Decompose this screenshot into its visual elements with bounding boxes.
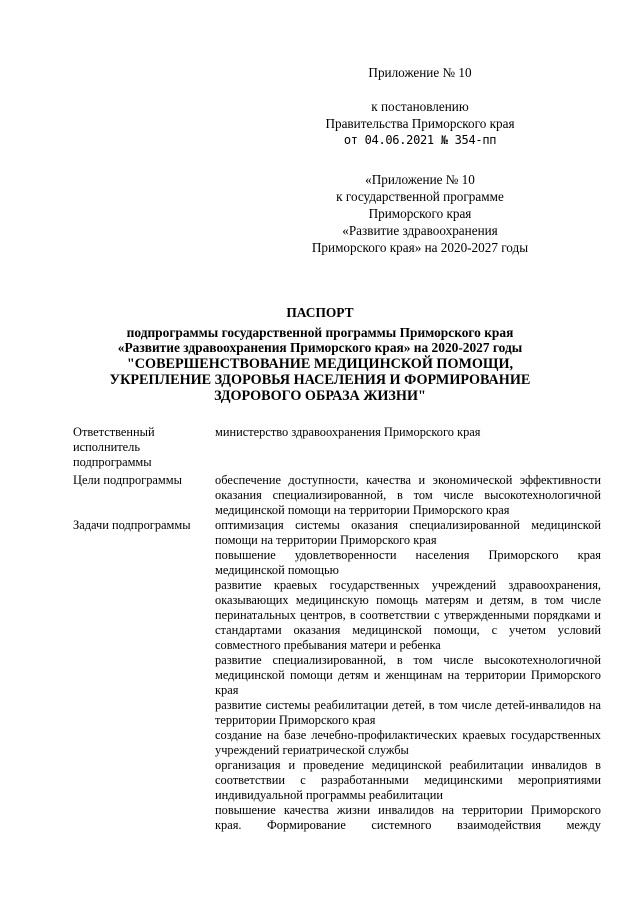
document-title [50,305,590,404]
passport-row-responsible [73,425,601,470]
task-item: повышение качества жизни инвалидов на территории Приморского края. Формирование системного взаимодействия между [215,803,601,832]
passport-label-goals: Цели подпрограммы [73,473,182,487]
appendix-title: Приложение № 10 [368,65,472,80]
previous-appendix-program-name: «Развитие здравоохранения [342,223,498,238]
passport-table [73,425,601,833]
task-item: создание на базе лечебно-профилактических краевых государственных учреждений гериатрической службы [215,728,601,757]
title-line-2: «Развитие здравоохранения Приморского края» на 2020-2027 годы [117,340,523,356]
task-item: развитие специализированной, в том числе высокотехнологичной медицинской помощи детям и женщинам на территории Приморского края [215,653,601,697]
task-item: повышение удовлетворенности населения Приморского края медицинской помощью [215,548,601,577]
previous-appendix-to-program: к государственной программе [336,189,504,204]
label-line: исполнитель [73,440,140,454]
title-word: ПАСПОРТ [286,305,354,320]
passport-row-tasks [73,518,601,833]
title-line-4: УКРЕПЛЕНИЕ ЗДОРОВЬЯ НАСЕЛЕНИЯ И ФОРМИРОВАНИЕ [109,371,531,388]
previous-appendix-header [255,171,585,256]
passport-label-tasks: Задачи подпрограммы [73,518,191,532]
passport-label-responsible [73,425,215,470]
appendix-header [255,64,585,149]
appendix-to-resolution: к постановлению [371,99,469,114]
label-line: Ответственный [73,425,155,439]
passport-value-goals: обеспечение доступности, качества и экономической эффективности оказания специализированной, в том числе высокотехнологичной медицинской помощи на территории Приморского края [215,473,601,517]
passport-value-responsible: министерство здравоохранения Приморского края [215,425,481,439]
label-line: подпрограммы [73,455,152,469]
title-line-1: подпрограммы государственной программы Приморского края [126,324,514,340]
appendix-government: Правительства Приморского края [325,116,515,131]
previous-appendix-region: Приморского края [368,206,472,221]
task-item: оптимизация системы оказания специализированной медицинской помощи на территории Приморского края [215,518,601,547]
task-item: развитие краевых государственных учреждений здравоохранения, оказывающих медицинскую помощь матерям и детям, в том числе перинатальных центров, в соответствии с утвержденными порядками и стандартами оказания медицинской помощи, с учетом условий совместного пребывания матери и ребенка [215,578,601,652]
title-line-5: ЗДОРОВОГО ОБРАЗА ЖИЗНИ" [214,387,426,404]
title-line-3: "СОВЕРШЕНСТВОВАНИЕ МЕДИЦИНСКОЙ ПОМОЩИ, [126,355,514,372]
task-item: организация и проведение медицинской реабилитации инвалидов в соответствии с разработанными медицинскими мероприятиями индивидуальной программы реабилитации [215,758,601,802]
passport-row-goals [73,473,601,518]
task-item: развитие системы реабилитации детей, в том числе детей-инвалидов на территории Приморского края [215,698,601,727]
previous-appendix-title: «Приложение № 10 [365,172,475,187]
appendix-date-number: от 04.06.2021 № 354-пп [343,133,497,147]
passport-value-tasks [215,518,601,833]
previous-appendix-program-period: Приморского края» на 2020-2027 годы [311,240,529,255]
